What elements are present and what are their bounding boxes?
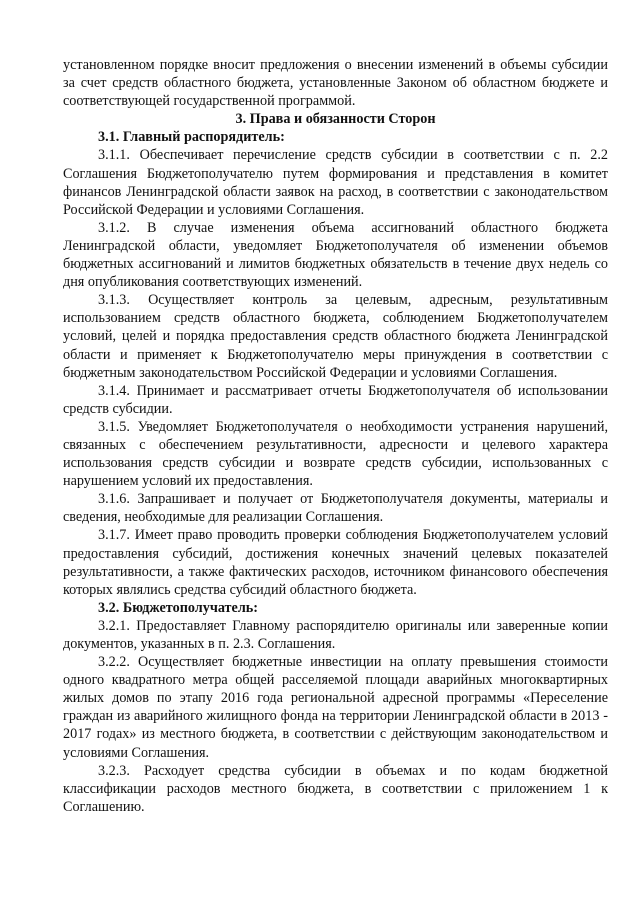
section-title: 3. Права и обязанности Сторон: [235, 111, 436, 128]
clause-number: 3.2.1.: [98, 617, 130, 634]
clause-3-1-2: [63, 219, 608, 291]
clause-number: 3.1.7.: [98, 527, 130, 544]
clause-number: 3.2.3.: [98, 762, 130, 779]
clause-number: 3.1.5.: [98, 418, 130, 435]
clause-number: 3.1.6.: [98, 491, 130, 508]
clause-text: Осуществляет бюджетные инвестиции на оплату превышения стоимости одного квадратного метра общей расселяемой площади аварийных многоквартирных жилых домов по этапу 2016 года региональной адресной программы «Переселение граждан из аварийного жилищного фонда на территории Ленинградской области в 2013 - 2017 годах» из местного бюджета, в соответствии с действующим законодательством и условиями Соглашения.: [63, 654, 609, 761]
clause-text: Осуществляет контроль за целевым, адресным, результативным использованием средств областного бюджета, соблюдением Бюджетополучателем условий, целей и порядка предоставления средств областного бюджета Ленинградской области и применяет к Бюджетополучателю меры принуждения в соответствии с бюджетным законодательством Российской Федерации и условиями Соглашения.: [63, 292, 609, 381]
clause-number: 3.1.2.: [98, 219, 130, 236]
subsection-title-3-1: 3.1. Главный распорядитель:: [98, 129, 285, 146]
subsection-title-3-2: 3.2. Бюджетополучатель:: [98, 599, 259, 616]
clause-3-1-1: [63, 146, 608, 218]
clause-3-2-2: [63, 653, 608, 762]
clause-3-2-3: [63, 762, 608, 816]
clause-3-1-3: [63, 291, 608, 381]
clause-text: Предоставляет Главному распорядителю оригиналы или заверенные копии документов, указанных в п. 2.3. Соглашения.: [63, 617, 608, 652]
clause-number: 3.1.1.: [98, 147, 130, 164]
clause-text: Уведомляет Бюджетополучателя о необходимости устранения нарушений, связанных с обеспечением результативности, адресности и целевого характера использования средств субсидии и возврате средств субсидии, использованных с нарушением условий их предоставления.: [63, 418, 609, 490]
clause-text: Имеет право проводить проверки соблюдения Бюджетополучателем условий предоставления субсидий, достижения конечных значений целевых показателей результативности, а также фактических расходов, источником финансового обеспечения которых являлись средства субсидий областного бюджета.: [63, 527, 609, 598]
clause-text: Расходует средства субсидии в объемах и по кодам бюджетной классификации расходов местного бюджета, в соответствии с приложением 1 к Соглашению.: [63, 762, 609, 815]
clause-text: Запрашивает и получает от Бюджетополучателя документы, материалы и сведения, необходимые для реализации Соглашения.: [63, 491, 609, 526]
clause-number: 3.1.3.: [98, 292, 130, 309]
clause-number: 3.2.2.: [98, 654, 130, 671]
clause-3-1-5: [63, 418, 608, 490]
clause-3-2-1: [63, 617, 608, 653]
document-page: [63, 56, 608, 816]
clause-3-1-6: [63, 490, 608, 526]
intro-paragraph: установленном порядке вносит предложения о внесении изменений в объемы субсидии за счет средств областного бюджета, установленные Законом об областном бюджете и соответствующей государственной программой.: [63, 57, 608, 110]
clause-text: В случае изменения объема ассигнований областного бюджета Ленинградской области, уведомляет Бюджетополучателя об изменении объемов бюджетных ассигнований и лимитов бюджетных обязательств в течение двух недель со дня опубликования соответствующих изменений.: [63, 219, 608, 291]
clause-text: Обеспечивает перечисление средств субсидии в соответствии с п. 2.2 Соглашения Бюджетополучателю путем формирования и представления в комитет финансов Ленинградской области заявок на расход, в соответствии с законодательством Российской Федерации и условиями Соглашения.: [63, 147, 608, 218]
clause-3-1-7: [63, 526, 608, 598]
clause-text: Принимает и рассматривает отчеты Бюджетополучателя об использовании средств субсидии.: [63, 382, 608, 417]
clause-number: 3.1.4.: [98, 382, 130, 399]
clause-3-1-4: [63, 382, 608, 418]
